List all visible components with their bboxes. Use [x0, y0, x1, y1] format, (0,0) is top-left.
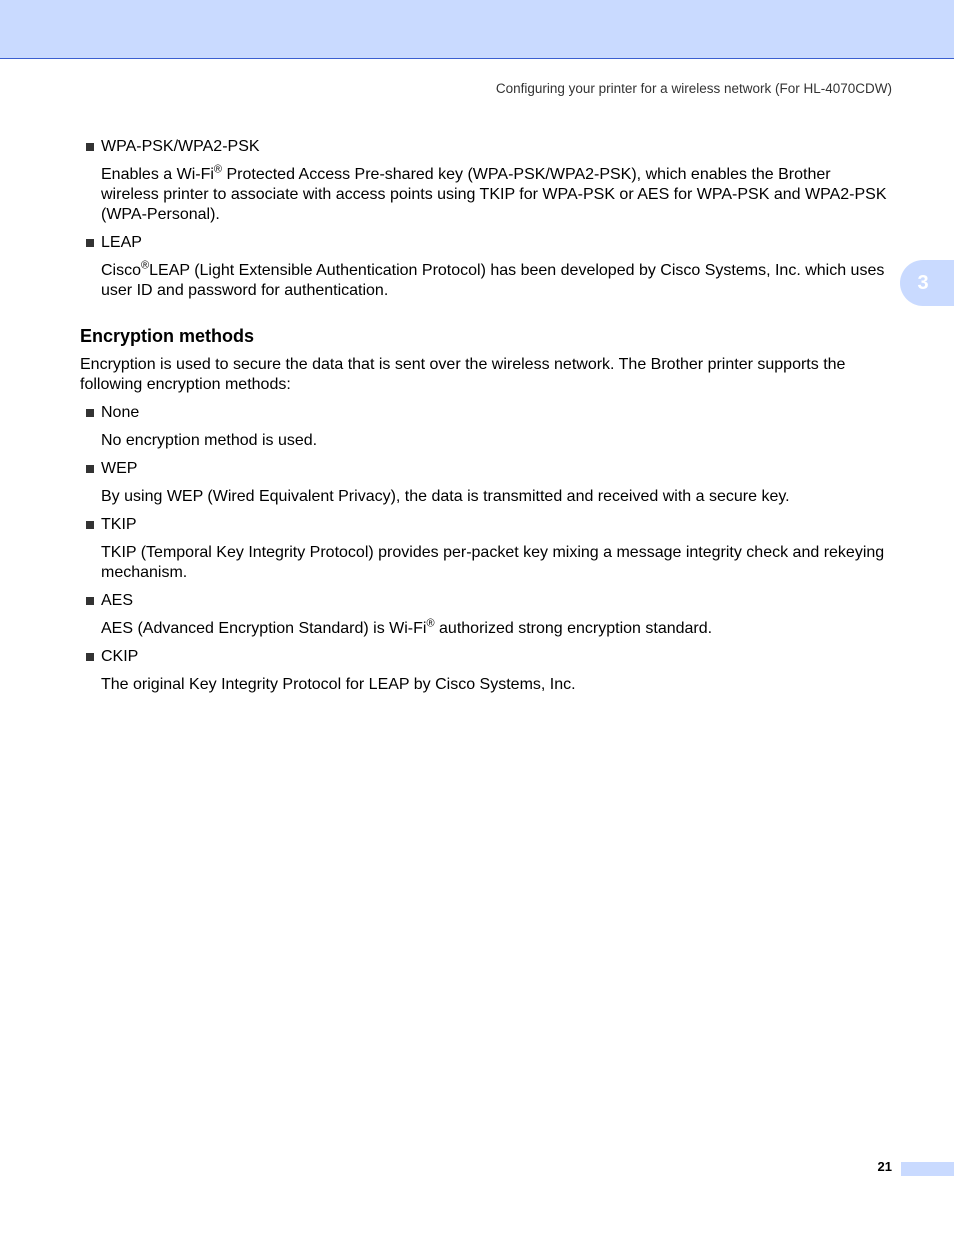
- top-header-band: [0, 0, 954, 59]
- list-item-term: TKIP: [101, 516, 137, 533]
- list-item-description: No encryption method is used.: [101, 432, 318, 449]
- list-item-term: WPA-PSK/WPA2-PSK: [101, 138, 260, 155]
- list-item: [80, 515, 892, 535]
- list-item: [80, 647, 892, 667]
- square-bullet-icon: [86, 239, 94, 247]
- list-item: [80, 137, 892, 157]
- list-item-term: LEAP: [101, 234, 142, 251]
- page-number: 21: [877, 1159, 892, 1174]
- square-bullet-icon: [86, 465, 94, 473]
- list-item-term: None: [101, 404, 140, 421]
- list-item-term: CKIP: [101, 648, 139, 665]
- registered-mark: ®: [141, 259, 150, 272]
- list-item-description: Cisco®LEAP (Light Extensible Authentication Protocol) has been developed by Cisco Systems, Inc. which uses user ID and password for authentication.: [101, 259, 885, 299]
- list-item: [80, 403, 892, 423]
- registered-mark: ®: [426, 617, 435, 630]
- list-item: [80, 459, 892, 479]
- chapter-tab: 3: [900, 260, 954, 306]
- running-header: Configuring your printer for a wireless network (For HL-4070CDW): [495, 81, 892, 96]
- list-item-term: AES: [101, 592, 134, 609]
- list-item-description: Enables a Wi-Fi® Protected Access Pre-shared key (WPA-PSK/WPA2-PSK), which enables the Brother wireless printer to associate with access points using TKIP for WPA-PSK or AES for WPA-PSK and WPA2-PSK (WPA-Personal).: [101, 163, 887, 223]
- list-item-description: By using WEP (Wired Equivalent Privacy), the data is transmitted and received with a secure key.: [101, 488, 790, 505]
- footer-bar: [901, 1162, 954, 1176]
- page-content: [80, 137, 892, 703]
- list-item: [80, 591, 892, 611]
- square-bullet-icon: [86, 597, 94, 605]
- square-bullet-icon: [86, 653, 94, 661]
- square-bullet-icon: [86, 409, 94, 417]
- list-item-description: AES (Advanced Encryption Standard) is Wi-Fi® authorized strong encryption standard.: [101, 617, 713, 637]
- square-bullet-icon: [86, 521, 94, 529]
- square-bullet-icon: [86, 143, 94, 151]
- list-item: [80, 233, 892, 253]
- registered-mark: ®: [213, 163, 223, 176]
- list-item-description: TKIP (Temporal Key Integrity Protocol) provides per-packet key mixing a message integrity check and rekeying mechanism.: [101, 544, 885, 581]
- list-item-term: WEP: [101, 460, 138, 477]
- section-intro: Encryption is used to secure the data that is sent over the wireless network. The Brother printer supports the following encryption methods:: [80, 356, 846, 393]
- section-heading: Encryption methods: [80, 326, 255, 346]
- list-item-description: The original Key Integrity Protocol for LEAP by Cisco Systems, Inc.: [101, 676, 576, 693]
